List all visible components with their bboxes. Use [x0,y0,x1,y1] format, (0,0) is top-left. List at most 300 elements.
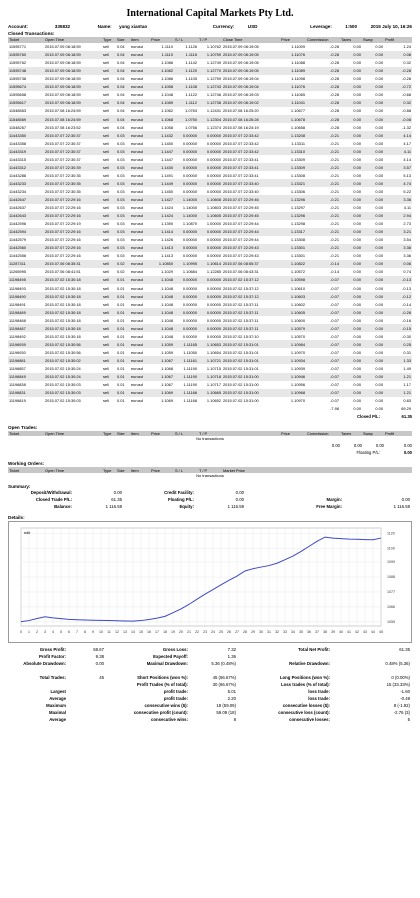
table-cell: 0.00 [362,324,384,332]
table-cell: 0.04 [117,44,125,50]
table-cell: 0.00 [353,349,361,355]
table-cell: 2015.07.06 08:35:31 [44,260,102,268]
working-col-0: Ticket [8,467,44,473]
table-cell: 11198487 [8,324,44,332]
table-cell: -0.21 [330,253,339,259]
closed-col-0: Ticket [8,37,44,43]
stat-label: Average [49,695,66,701]
table-cell: 1.1414 [150,228,174,236]
open-col-1: Open Time [44,431,102,437]
table-cell: 11442643 [8,212,44,220]
table-cell: eurusd [130,260,150,268]
table-cell: -0.07 [306,324,340,332]
stat-value: -0.49 [400,695,410,701]
x-tick-label: 0 [20,629,22,634]
stat-value: 68.67 [93,646,104,652]
table-row [8,397,412,405]
closed-pl-row [8,413,412,420]
x-tick-label: 7 [76,629,78,634]
x-tick-label: 36 [307,629,311,634]
closed-col-5: Price [150,37,174,43]
equity-value: 1 116.59 [227,503,244,509]
x-tick-label: 11 [107,629,111,634]
table-cell: 11442556 [9,253,27,259]
table-row [8,292,412,300]
table-cell: 2015.07.07 22:29:16 [44,244,102,252]
table-cell: 0.00 [340,260,362,268]
credit-label: Credit Facility: [164,489,194,495]
table-row [8,187,412,195]
table-cell: 11196838 [9,382,26,388]
table-cell: 1.1067 [150,356,174,364]
floating-pl-label: Floating P/L: [356,450,380,456]
table-cell: 2015.07.07 22:29:44 [222,228,280,236]
table-cell: -0.07 [330,365,339,371]
table-cell: 0.00 [353,156,361,162]
table-cell: 4.14 [403,156,411,162]
closed-col-1: Open Time [44,37,102,43]
table-cell: -0.14 [330,269,339,275]
balance-chart [8,521,412,643]
table-row [8,59,412,67]
x-tick-label: 6 [68,629,70,634]
stat-value [334,654,412,660]
margin-label: Margin: [326,496,342,502]
stat-value: 61.35 [399,646,410,652]
table-cell: 1.11065 [291,92,305,98]
table-cell: 0.03 [116,179,130,187]
table-cell: 1.1447 [150,147,174,155]
table-cell: 1.11166 [183,398,197,404]
leverage-value: 1:500 [345,23,358,29]
table-cell: 0.00 [375,44,383,50]
table-cell: 0.03 [117,221,125,227]
table-row [8,244,412,252]
stat-value: -2.76 (3) [393,709,410,715]
table-cell: 0.00 [375,253,383,259]
closed-col-13: Profit [384,37,412,43]
x-tick-label: 39 [331,629,335,634]
x-tick-label: 22 [195,629,199,634]
table-cell: 1.11190 [183,365,197,371]
open-col-10: Commission [306,431,340,437]
table-cell: 0.00 [353,188,361,194]
table-cell: 1.1068 [150,115,174,123]
table-cell: 0.00 [340,340,362,348]
table-cell: 0.00 [375,140,383,146]
table-cell: -0.28 [330,108,339,114]
closed-col-4: Item [130,37,150,43]
closed-col-6: S / L [174,37,198,43]
table-row [8,155,412,163]
table-cell: -0.21 [330,140,339,146]
table-cell: 1.10677 [290,108,305,114]
x-tick-label: 12 [115,629,119,634]
table-cell: 1.1058 [150,83,174,91]
stat-value: 8 [233,716,236,722]
table-cell: eurusd [130,244,150,252]
table-cell: 2015.07.02 15:37:11 [222,324,280,332]
stat-label: Maximal [49,709,66,715]
balance-label: Balance: [54,503,72,509]
statistics-grid [8,647,412,723]
table-cell: sell [103,301,109,307]
stat-value: 5 [407,716,410,722]
table-row [8,276,412,284]
table-cell: sell [102,212,116,220]
x-tick-label: 23 [203,629,207,634]
table-cell: 0.01 [116,308,130,316]
table-cell: 2015.07.07 22:30:37 [44,131,102,139]
table-cell: 1.10678 [280,115,306,123]
table-cell: 1.1112 [174,99,198,107]
table-cell: sell [103,124,109,130]
total-swap: 0.00 [375,406,383,412]
table-cell: 2015.07.07 22:33:40 [222,179,280,187]
open-col-3: Size [116,431,130,437]
table-cell: 1.13317 [280,228,306,236]
table-row [8,67,412,75]
table-cell: 2015.07.06 08:55:37 [222,260,280,268]
equity-label: Equity: [179,503,194,509]
working-orders-title: Working Orders: [8,461,45,467]
table-cell: 1.14000 [174,195,198,203]
table-cell: 1.13298 [290,221,305,227]
x-tick-label: 35 [299,629,303,634]
table-cell: eurusd [131,92,143,98]
table-cell: 1.10665 [198,389,222,397]
table-cell: 0.00 [375,365,383,371]
table-cell: 1.10970 [290,398,305,404]
table-cell: sell [102,292,116,300]
table-cell: 1.13309 [280,163,306,171]
table-row [8,91,412,99]
total-commission: -7.98 [330,406,339,412]
table-cell: -0.21 [306,131,340,139]
table-cell: 1.13309 [290,156,305,162]
table-cell: sell [102,228,116,236]
table-cell: 0.00 [362,389,384,397]
table-cell: 1.10717 [206,382,221,388]
table-cell: 2015.07.07 22:30:37 [44,147,102,155]
table-cell: 2015.07.09 08:18:59 [44,51,102,59]
table-cell: 2015.07.08 16:25:20 [223,108,259,114]
margin-value: 0.00 [401,496,410,502]
table-cell: 1.1069 [150,389,174,397]
table-cell: 11442594 [8,228,44,236]
table-cell: 4.11 [403,205,411,211]
table-cell: sell [102,83,116,91]
table-cell: 0.00 [375,317,383,323]
table-cell: 1.10600 [290,317,305,323]
table-cell: 2015.07.02 15:37:12 [222,292,280,300]
table-cell: 2015.07.09 08:18:59 [45,60,81,66]
table-cell: 11198498 [8,276,44,284]
table-cell: 0.00 [340,179,362,187]
table-row [8,284,412,292]
table-cell: 1.1069 [161,398,173,404]
table-cell: 2015.07.07 22:29:16 [44,228,102,236]
open-totals-row [8,442,412,449]
table-cell: 0.00 [362,276,384,284]
table-cell: 1.11166 [174,389,198,397]
table-cell: 2015.07.02 15:37:11 [223,317,259,323]
table-cell: 0.01 [116,324,130,332]
table-cell: -0.08 [384,115,412,123]
table-cell: sell [103,317,109,323]
table-cell: 2015.07.07 22:33:42 [222,147,280,155]
table-cell: 0.00000 [206,333,221,339]
table-cell: 2015.07.02 15:30:24 [45,365,81,371]
table-cell: 1.10572 [290,269,305,275]
table-row [8,373,412,381]
table-cell: sell [102,308,116,316]
table-cell: 0.00 [362,373,384,381]
table-cell: 0.03 [116,244,130,252]
table-cell: 0.31 [403,349,411,355]
x-tick-label: 10 [99,629,103,634]
table-cell: sell [102,373,116,381]
table-cell: 0.00000 [206,301,221,307]
closed-pl-value: 61.35 [401,413,412,419]
table-cell: 11443234 [9,188,27,194]
table-cell: 0.00 [340,212,362,220]
free-margin-value: 1 116.59 [393,503,410,509]
table-cell: 2015.07.08 16:24:59 [44,115,102,123]
table-cell: 0.00 [353,398,361,404]
open-col-6: S / L [174,431,198,437]
stat-label: Maximum [46,702,66,708]
table-row [8,300,412,308]
table-cell: 1.11190 [174,373,198,381]
table-cell: 4.74 [384,179,412,187]
table-cell: 1.0756 [185,124,197,130]
credit-value: 0.00 [235,489,244,495]
table-cell: 1.1390 [161,221,173,227]
table-row [8,332,412,340]
table-cell: 1.10934 [280,356,306,364]
table-cell: 11443288 [9,172,27,178]
table-row [8,195,412,203]
table-cell: sell [102,99,116,107]
stat-value: 59.09 (18) [216,709,236,715]
name-label: Name: [97,23,112,29]
table-cell: 1.1048 [150,276,174,284]
table-cell: 0.00 [362,228,384,236]
table-cell: sell [102,115,116,123]
table-cell: eurusd [131,156,143,162]
table-cell: 11198489 [8,308,44,316]
table-cell: 11595674 [8,83,44,91]
table-cell: 2015.07.07 22:29:44 [223,221,259,227]
table-cell: 0.00 [375,172,383,178]
table-cell: 2015.07.09 08:18:59 [45,92,81,98]
stat-value [70,696,106,702]
table-cell: 1.10721 [198,356,222,364]
table-cell: -0.07 [330,333,339,339]
table-cell: 1.13208 [280,131,306,139]
table-cell: eurusd [130,356,150,364]
table-cell: 2015.07.02 15:30:18 [44,276,102,284]
closed-col-7: T / P [198,37,222,43]
floating-pl-row [8,449,412,456]
table-cell: 0.00 [353,317,361,323]
table-cell: 11265995 [9,269,27,275]
table-cell: 0.00 [340,67,362,75]
stat-label: profit trade: [163,695,188,701]
x-tick-label: 42 [355,629,359,634]
table-cell: 0.01 [116,292,130,300]
table-cell: 0.00000 [174,308,198,316]
table-cell: 2015.07.02 15:30:18 [45,333,81,339]
stat-value [334,668,412,674]
stat-value [70,668,106,674]
table-cell: -0.07 [306,308,340,316]
table-cell: 0.04 [117,76,125,82]
table-cell: 0.25 [384,340,412,348]
stat-value [70,689,106,695]
table-cell: 0.00 [375,221,383,227]
closed-transactions-title: Closed Transactions: [8,31,55,36]
table-cell: eurusd [131,188,143,194]
table-cell: sell [102,324,116,332]
table-cell: sell [103,205,109,211]
table-cell: 0.00 [362,115,384,123]
table-cell: 0.00 [375,269,383,275]
table-cell: 11442596 [9,221,27,227]
table-cell: 1.10598 [280,276,306,284]
x-tick-label: 28 [243,629,247,634]
table-row [8,147,412,155]
open-total-commission: 0.00 [331,443,340,449]
table-cell: 1.11076 [280,83,306,91]
table-cell: sell [103,285,109,291]
table-cell: 2015.07.09 08:18:59 [44,99,102,107]
table-cell: 1.1048 [161,285,173,291]
table-cell: 2015.07.02 15:37:11 [223,301,259,307]
table-cell: 2015.07.07 22:30:35 [45,188,81,194]
table-cell: 1.1142 [185,60,197,66]
table-cell: 1.10603 [280,292,306,300]
table-cell: 0.04 [117,124,125,130]
table-cell: 0.00 [340,51,362,59]
table-cell: 0.01 [117,317,125,323]
summary-floating-value: 0.00 [235,496,244,502]
stat-label: Relative Drawdown: [289,660,330,666]
table-cell: 0.00 [353,237,361,243]
table-cell: 1.13308 [290,172,305,178]
table-cell: 1.13306 [290,188,305,194]
table-cell: eurusd [130,147,150,155]
table-cell: 0.00 [375,156,383,162]
table-cell: 1.12374 [206,124,221,130]
stat-label: consecutive wins: [150,716,188,722]
table-cell: 1.10718 [198,373,222,381]
table-cell: 0.00000 [206,140,221,146]
table-row [8,123,412,131]
series-label: edit [24,530,31,535]
table-cell: 0.01 [117,349,125,355]
table-cell: eurusd [131,221,143,227]
stat-value: 1.36 [227,653,236,659]
table-cell: 2015.07.07 22:33:42 [223,140,259,146]
x-tick-label: 25 [219,629,223,634]
table-cell: 0.74 [403,269,411,275]
table-cell: eurusd [130,308,150,316]
table-cell: 1.11076 [280,51,306,59]
table-cell: -0.12 [384,292,412,300]
table-cell: 1.13297 [290,205,305,211]
table-cell: 0.00 [362,340,384,348]
stat-value: 7.32 [227,646,236,652]
table-cell: 1.10614 [198,260,222,268]
x-tick-label: 3 [44,629,46,634]
table-cell: 0.00000 [182,140,197,146]
table-row [8,107,412,115]
table-cell: 0.00 [340,356,362,364]
table-cell: 1.24 [403,44,411,50]
table-cell: 1.1048 [150,292,174,300]
table-cell: 0.00 [362,83,384,91]
table-cell: 0.83 [403,398,411,404]
working-col-7: T / P [198,467,222,473]
table-cell: -0.21 [306,147,340,155]
table-cell: eurusd [131,172,143,178]
table-cell: 1.10605 [280,308,306,316]
table-row [8,236,412,244]
table-cell: 0.00 [353,382,361,388]
table-row [8,356,412,364]
table-cell: 0.01 [117,301,125,307]
table-cell: 1.21 [384,389,412,397]
working-col-1: Open Time [44,467,102,473]
table-cell: 1.1491 [161,172,173,178]
table-cell: 1.10968 [280,389,306,397]
stat-label: Absolute Drawdown: [23,660,66,666]
table-cell: 3.36 [384,195,412,203]
stat-label: Expected Payoff: [153,653,188,659]
table-cell: eurusd [131,140,143,146]
table-cell: 0.00 [353,124,361,130]
table-cell: 0.00 [375,237,383,243]
table-cell: sell [103,365,109,371]
table-cell: eurusd [131,237,143,243]
table-cell: 0.06 [384,260,412,268]
table-cell: sell [102,195,116,203]
table-cell: 0.00000 [182,253,197,259]
table-cell: 1.11098 [291,76,305,82]
table-cell: -0.30 [402,333,411,339]
table-row [8,364,412,372]
table-cell: sell [102,51,116,59]
table-cell: 0.04 [117,60,125,66]
table-cell: 11196849 [8,373,44,381]
table-cell: 1.12746 [206,92,221,98]
table-cell: -0.07 [306,292,340,300]
table-cell: 11443312 [8,163,44,171]
table-cell: 0.03 [117,188,125,194]
table-cell: 0.00 [340,389,362,397]
table-cell: 2015.07.07 22:29:43 [222,244,280,252]
table-cell: 0.03 [117,140,125,146]
table-cell: 0.00000 [182,188,197,194]
table-cell: 11198488 [9,317,26,323]
table-cell: 2015.07.07 22:30:35 [45,172,81,178]
x-tick-label: 24 [211,629,215,634]
table-cell: -0.07 [306,389,340,397]
stat-value: 8 (-1.92) [393,702,410,708]
x-tick-label: 27 [235,629,239,634]
